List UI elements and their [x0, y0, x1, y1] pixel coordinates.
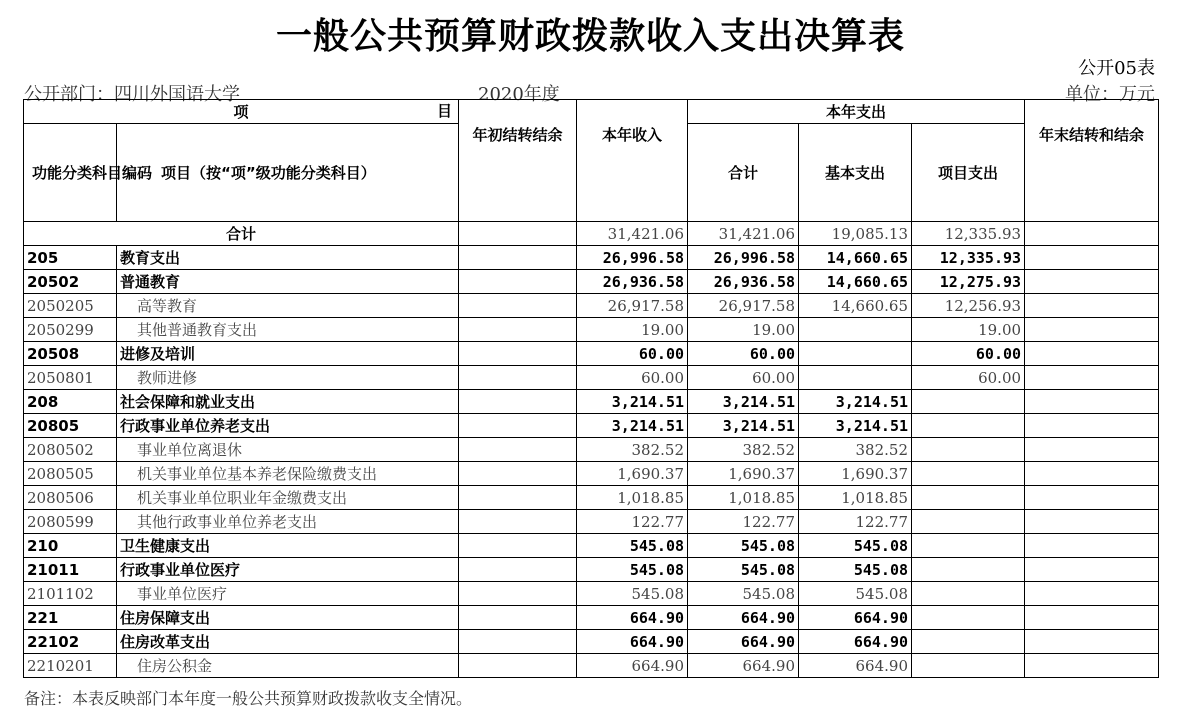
row-basic: 1,018.85: [799, 486, 912, 510]
row-income: 1,690.37: [577, 462, 688, 486]
table-row: [24, 366, 1159, 390]
row-beginning: [459, 462, 577, 486]
row-basic: 3,214.51: [799, 414, 912, 438]
total-project: 12,335.93: [912, 222, 1025, 246]
row-income: 26,936.58: [577, 270, 688, 294]
header-xiang: 项: [233, 102, 249, 121]
row-beginning: [459, 294, 577, 318]
row-name: 社会保障和就业支出: [117, 390, 459, 414]
row-beginning: [459, 342, 577, 366]
row-project: 12,335.93: [912, 246, 1025, 270]
table-row: [24, 558, 1159, 582]
header-beginning-balance: 年初结转结余: [459, 100, 577, 222]
row-basic: 664.90: [799, 654, 912, 678]
row-code: 205: [24, 246, 117, 270]
row-ending: [1025, 558, 1159, 582]
row-total: 545.08: [688, 534, 799, 558]
row-code: 20502: [24, 270, 117, 294]
table-row: [24, 390, 1159, 414]
row-total: 122.77: [688, 510, 799, 534]
row-name: 行政事业单位养老支出: [117, 414, 459, 438]
table-row: [24, 246, 1159, 270]
row-income: 122.77: [577, 510, 688, 534]
table-row: [24, 534, 1159, 558]
header-mu: 目: [437, 102, 453, 120]
row-project: [912, 582, 1025, 606]
row-ending: [1025, 654, 1159, 678]
total-total: 31,421.06: [688, 222, 799, 246]
row-income: 664.90: [577, 606, 688, 630]
header-code: 功能分类科目编码: [24, 124, 117, 222]
row-beginning: [459, 606, 577, 630]
row-total: 664.90: [688, 630, 799, 654]
table-row: [24, 414, 1159, 438]
row-total: 1,018.85: [688, 486, 799, 510]
row-ending: [1025, 342, 1159, 366]
row-total: 664.90: [688, 654, 799, 678]
table-row: [24, 318, 1159, 342]
department-label: 公开部门：四川外国语大学: [24, 84, 240, 105]
row-beginning: [459, 366, 577, 390]
row-basic: 122.77: [799, 510, 912, 534]
row-income: 664.90: [577, 654, 688, 678]
row-project: [912, 558, 1025, 582]
table-row: [24, 342, 1159, 366]
row-code: 2050801: [24, 366, 117, 390]
row-project: [912, 630, 1025, 654]
row-name: 进修及培训: [117, 342, 459, 366]
row-project: [912, 510, 1025, 534]
row-code: 22102: [24, 630, 117, 654]
header-ending-balance: 年末结转和结余: [1025, 100, 1159, 222]
table-row: [24, 510, 1159, 534]
row-beginning: [459, 510, 577, 534]
page-title: 一般公共预算财政拨款收入支出决算表: [275, 16, 905, 57]
row-name: 教师进修: [117, 366, 459, 390]
row-total: 664.90: [688, 606, 799, 630]
row-basic: 382.52: [799, 438, 912, 462]
row-beginning: [459, 390, 577, 414]
header-xiang-mu: [24, 100, 459, 124]
row-total: 26,936.58: [688, 270, 799, 294]
row-basic: 545.08: [799, 534, 912, 558]
total-row: [24, 222, 1159, 246]
row-basic: 14,660.65: [799, 270, 912, 294]
row-name: 住房保障支出: [117, 606, 459, 630]
row-ending: [1025, 438, 1159, 462]
row-name: 事业单位医疗: [117, 582, 459, 606]
row-beginning: [459, 486, 577, 510]
row-beginning: [459, 246, 577, 270]
row-total: 3,214.51: [688, 414, 799, 438]
row-code: 221: [24, 606, 117, 630]
row-total: 3,214.51: [688, 390, 799, 414]
row-total: 19.00: [688, 318, 799, 342]
header-total: 合计: [688, 124, 799, 222]
row-income: 19.00: [577, 318, 688, 342]
row-beginning: [459, 558, 577, 582]
row-name: 住房改革支出: [117, 630, 459, 654]
row-ending: [1025, 294, 1159, 318]
table-row: [24, 654, 1159, 678]
header-name: 项目（按“项”级功能分类科目）: [117, 124, 459, 222]
row-basic: [799, 342, 912, 366]
row-project: 60.00: [912, 366, 1025, 390]
row-basic: 3,214.51: [799, 390, 912, 414]
row-income: 26,917.58: [577, 294, 688, 318]
row-income: 664.90: [577, 630, 688, 654]
header-expense-group: 本年支出: [688, 100, 1025, 124]
row-code: 2050299: [24, 318, 117, 342]
row-code: 2080506: [24, 486, 117, 510]
table-row: [24, 606, 1159, 630]
row-project: [912, 462, 1025, 486]
total-beginning: [459, 222, 577, 246]
row-code: 210: [24, 534, 117, 558]
row-ending: [1025, 462, 1159, 486]
table-row: [24, 270, 1159, 294]
row-ending: [1025, 630, 1159, 654]
total-ending: [1025, 222, 1159, 246]
row-ending: [1025, 486, 1159, 510]
total-basic: 19,085.13: [799, 222, 912, 246]
row-basic: 14,660.65: [799, 294, 912, 318]
row-project: 12,275.93: [912, 270, 1025, 294]
row-name: 教育支出: [117, 246, 459, 270]
row-beginning: [459, 270, 577, 294]
footnote: 备注：本表反映部门本年度一般公共预算财政拨款收支全情况。: [24, 689, 473, 708]
row-total: 26,917.58: [688, 294, 799, 318]
row-basic: 664.90: [799, 606, 912, 630]
row-code: 21011: [24, 558, 117, 582]
row-income: 26,996.58: [577, 246, 688, 270]
total-income: 31,421.06: [577, 222, 688, 246]
row-beginning: [459, 582, 577, 606]
row-project: [912, 606, 1025, 630]
row-income: 545.08: [577, 582, 688, 606]
row-code: 2080502: [24, 438, 117, 462]
row-income: 545.08: [577, 558, 688, 582]
row-beginning: [459, 630, 577, 654]
table-row: [24, 630, 1159, 654]
row-total: 1,690.37: [688, 462, 799, 486]
row-ending: [1025, 414, 1159, 438]
form-number: 公开05表: [1078, 58, 1155, 79]
header-income: 本年收入: [577, 100, 688, 222]
row-name: 普通教育: [117, 270, 459, 294]
row-total: 545.08: [688, 582, 799, 606]
row-total: 26,996.58: [688, 246, 799, 270]
row-ending: [1025, 606, 1159, 630]
row-income: 545.08: [577, 534, 688, 558]
row-code: 2101102: [24, 582, 117, 606]
row-ending: [1025, 366, 1159, 390]
table-row: [24, 294, 1159, 318]
row-basic: 545.08: [799, 558, 912, 582]
table-row: [24, 438, 1159, 462]
row-code: 20805: [24, 414, 117, 438]
row-project: [912, 534, 1025, 558]
row-project: 12,256.93: [912, 294, 1025, 318]
row-beginning: [459, 654, 577, 678]
row-code: 2080505: [24, 462, 117, 486]
row-project: [912, 654, 1025, 678]
row-name: 事业单位离退休: [117, 438, 459, 462]
header-basic: 基本支出: [799, 124, 912, 222]
total-label: 合计: [24, 222, 459, 246]
row-income: 3,214.51: [577, 390, 688, 414]
row-name: 其他行政事业单位养老支出: [117, 510, 459, 534]
row-total: 60.00: [688, 342, 799, 366]
row-code: 2080599: [24, 510, 117, 534]
row-ending: [1025, 270, 1159, 294]
row-ending: [1025, 390, 1159, 414]
row-project: [912, 486, 1025, 510]
row-income: 60.00: [577, 342, 688, 366]
row-beginning: [459, 438, 577, 462]
budget-table: [23, 99, 1159, 678]
row-name: 住房公积金: [117, 654, 459, 678]
row-code: 2050205: [24, 294, 117, 318]
row-name: 机关事业单位基本养老保险缴费支出: [117, 462, 459, 486]
row-name: 行政事业单位医疗: [117, 558, 459, 582]
table-row: [24, 582, 1159, 606]
row-ending: [1025, 246, 1159, 270]
row-basic: 1,690.37: [799, 462, 912, 486]
row-name: 高等教育: [117, 294, 459, 318]
row-income: 1,018.85: [577, 486, 688, 510]
row-project: [912, 438, 1025, 462]
row-code: 208: [24, 390, 117, 414]
row-total: 60.00: [688, 366, 799, 390]
row-project: 60.00: [912, 342, 1025, 366]
row-name: 卫生健康支出: [117, 534, 459, 558]
row-project: [912, 390, 1025, 414]
row-total: 382.52: [688, 438, 799, 462]
row-ending: [1025, 510, 1159, 534]
row-income: 382.52: [577, 438, 688, 462]
row-project: 19.00: [912, 318, 1025, 342]
year-label: 2020年度: [478, 84, 560, 105]
row-basic: [799, 366, 912, 390]
row-income: 3,214.51: [577, 414, 688, 438]
row-income: 60.00: [577, 366, 688, 390]
row-basic: 545.08: [799, 582, 912, 606]
unit-label: 单位：万元: [1065, 84, 1155, 105]
row-ending: [1025, 534, 1159, 558]
row-name: 机关事业单位职业年金缴费支出: [117, 486, 459, 510]
row-name: 其他普通教育支出: [117, 318, 459, 342]
row-code: 2210201: [24, 654, 117, 678]
table-row: [24, 462, 1159, 486]
row-beginning: [459, 414, 577, 438]
row-code: 20508: [24, 342, 117, 366]
row-basic: [799, 318, 912, 342]
row-ending: [1025, 582, 1159, 606]
row-total: 545.08: [688, 558, 799, 582]
header-project: 项目支出: [912, 124, 1025, 222]
table-row: [24, 486, 1159, 510]
row-basic: 14,660.65: [799, 246, 912, 270]
row-ending: [1025, 318, 1159, 342]
row-basic: 664.90: [799, 630, 912, 654]
row-project: [912, 414, 1025, 438]
row-beginning: [459, 318, 577, 342]
row-beginning: [459, 534, 577, 558]
